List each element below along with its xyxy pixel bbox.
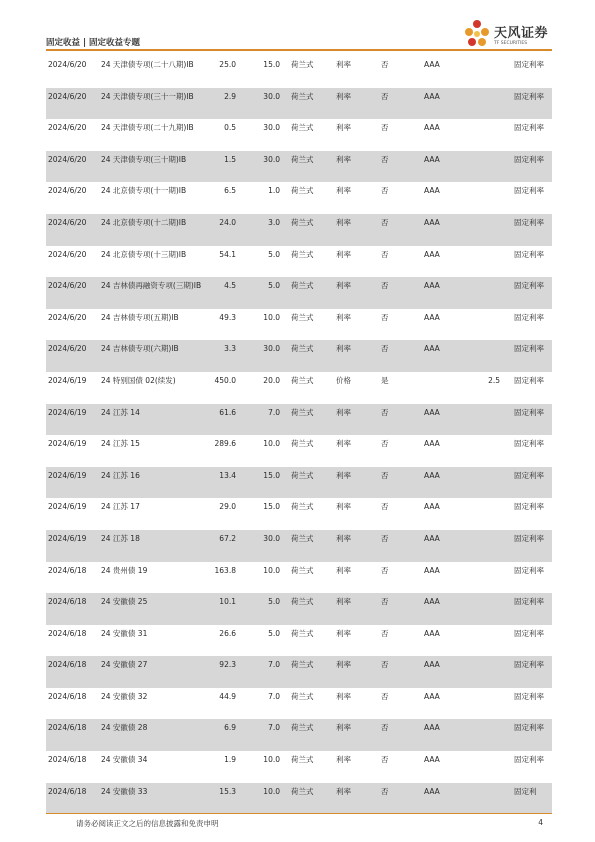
table-row <box>46 625 552 657</box>
date-cell: 2024/6/18 <box>48 691 87 701</box>
bid-type-cell: 价格 <box>336 375 351 385</box>
bond-name-cell: 24 安徽债 28 <box>101 723 148 733</box>
rating-cell: AAA <box>424 312 440 322</box>
rate-type-cell: 固定利率 <box>514 439 544 449</box>
bid-method-cell: 荷兰式 <box>291 628 314 638</box>
bond-name-cell: 24 安徽债 25 <box>101 597 148 607</box>
bid-method-cell: 荷兰式 <box>291 723 314 733</box>
rate-type-cell: 固定利率 <box>514 154 544 164</box>
bid-method-cell: 荷兰式 <box>291 755 314 765</box>
table-row <box>46 498 552 530</box>
date-cell: 2024/6/20 <box>48 217 87 227</box>
term-cell: 30.0 <box>263 344 280 354</box>
footer-divider <box>46 813 552 814</box>
bond-issuance-table <box>46 56 552 814</box>
rating-cell: AAA <box>424 786 440 796</box>
bid-method-cell: 荷兰式 <box>291 691 314 701</box>
date-cell: 2024/6/20 <box>48 344 87 354</box>
date-cell: 2024/6/19 <box>48 375 87 385</box>
date-cell: 2024/6/20 <box>48 123 87 133</box>
bid-type-cell: 利率 <box>336 565 351 575</box>
bid-method-cell: 荷兰式 <box>291 344 314 354</box>
rate-type-cell: 固定利率 <box>514 407 544 417</box>
term-cell: 30.0 <box>263 123 280 133</box>
rate-type-cell: 固定利率 <box>514 597 544 607</box>
term-cell: 7.0 <box>268 723 280 733</box>
date-cell: 2024/6/18 <box>48 755 87 765</box>
rate-type-cell: 固定利率 <box>514 344 544 354</box>
table-row <box>46 719 552 751</box>
bid-method-cell: 荷兰式 <box>291 533 314 543</box>
option-cell: 否 <box>381 91 389 101</box>
bid-type-cell: 利率 <box>336 249 351 259</box>
option-cell: 否 <box>381 439 389 449</box>
bond-name-cell: 24 安徽债 34 <box>101 755 148 765</box>
table-row <box>46 182 552 214</box>
rating-cell: AAA <box>424 60 440 69</box>
amount-cell: 54.1 <box>219 249 236 259</box>
bid-type-cell: 利率 <box>336 312 351 322</box>
term-cell: 7.0 <box>268 691 280 701</box>
amount-cell: 450.0 <box>214 375 236 385</box>
option-cell: 否 <box>381 723 389 733</box>
rate-type-cell: 固定利率 <box>514 123 544 133</box>
term-cell: 10.0 <box>263 755 280 765</box>
date-cell: 2024/6/20 <box>48 91 87 101</box>
bond-name-cell: 24 天津债专项(三十一期)IB <box>101 91 194 101</box>
table-row <box>46 435 552 467</box>
option-cell: 否 <box>381 660 389 670</box>
rate-type-cell: 固定利率 <box>514 533 544 543</box>
amount-cell: 29.0 <box>219 502 236 512</box>
company-logo <box>462 18 552 52</box>
bond-name-cell: 24 江苏 16 <box>101 470 140 480</box>
table-row <box>46 593 552 625</box>
page-number: 4 <box>538 818 543 827</box>
date-cell: 2024/6/18 <box>48 660 87 670</box>
rate-type-cell: 固定利率 <box>514 281 544 291</box>
bid-method-cell: 荷兰式 <box>291 312 314 322</box>
bid-method-cell: 荷兰式 <box>291 281 314 291</box>
date-cell: 2024/6/20 <box>48 60 87 69</box>
amount-cell: 0.5 <box>224 123 236 133</box>
table-row <box>46 119 552 151</box>
rate-type-cell: 固定利率 <box>514 60 544 69</box>
rating-cell: AAA <box>424 91 440 101</box>
table-row <box>46 751 552 783</box>
bid-type-cell: 利率 <box>336 154 351 164</box>
term-cell: 7.0 <box>268 660 280 670</box>
bid-type-cell: 利率 <box>336 786 351 796</box>
option-cell: 否 <box>381 470 389 480</box>
rating-cell: AAA <box>424 628 440 638</box>
bid-method-cell: 荷兰式 <box>291 60 314 69</box>
bond-name-cell: 24 安徽债 31 <box>101 628 148 638</box>
amount-cell: 61.6 <box>219 407 236 417</box>
rate-type-cell: 固定利率 <box>514 312 544 322</box>
bid-method-cell: 荷兰式 <box>291 249 314 259</box>
option-cell: 否 <box>381 249 389 259</box>
table-row <box>46 372 552 404</box>
table-row <box>46 56 552 88</box>
amount-cell: 10.1 <box>219 597 236 607</box>
bond-name-cell: 24 天津债专项(二十八期)IB <box>101 60 194 69</box>
rate-type-cell: 固定利率 <box>514 249 544 259</box>
bid-type-cell: 利率 <box>336 439 351 449</box>
term-cell: 10.0 <box>263 565 280 575</box>
bond-name-cell: 24 北京债专项(十二期)IB <box>101 217 187 227</box>
bond-name-cell: 24 安徽债 33 <box>101 786 148 796</box>
date-cell: 2024/6/19 <box>48 439 87 449</box>
table-row <box>46 783 552 815</box>
bid-method-cell: 荷兰式 <box>291 786 314 796</box>
bid-type-cell: 利率 <box>336 723 351 733</box>
amount-cell: 26.6 <box>219 628 236 638</box>
date-cell: 2024/6/18 <box>48 723 87 733</box>
bid-type-cell: 利率 <box>336 533 351 543</box>
bid-method-cell: 荷兰式 <box>291 597 314 607</box>
header-title: 固定收益 | 固定收益专题 <box>46 38 141 48</box>
term-cell: 7.0 <box>268 407 280 417</box>
amount-cell: 163.8 <box>214 565 236 575</box>
table-row <box>46 246 552 278</box>
table-row <box>46 467 552 499</box>
bond-name-cell: 24 吉林债专项(六期)IB <box>101 344 179 354</box>
option-cell: 否 <box>381 60 389 69</box>
rate-cell: 2.5 <box>488 375 500 385</box>
amount-cell: 6.5 <box>224 186 236 196</box>
term-cell: 15.0 <box>263 470 280 480</box>
rate-type-cell: 固定利率 <box>514 186 544 196</box>
option-cell: 否 <box>381 123 389 133</box>
bid-type-cell: 利率 <box>336 470 351 480</box>
bond-name-cell: 24 天津债专项(三十期)IB <box>101 154 187 164</box>
flower-logo-icon <box>462 18 492 52</box>
rate-type-cell: 固定利率 <box>514 628 544 638</box>
bid-type-cell: 利率 <box>336 281 351 291</box>
amount-cell: 3.3 <box>224 344 236 354</box>
rate-type-cell: 固定利率 <box>514 723 544 733</box>
amount-cell: 24.0 <box>219 217 236 227</box>
rate-type-cell: 固定利率 <box>514 691 544 701</box>
bid-method-cell: 荷兰式 <box>291 470 314 480</box>
rating-cell: AAA <box>424 217 440 227</box>
rating-cell: AAA <box>424 533 440 543</box>
table-row <box>46 404 552 436</box>
rating-cell: AAA <box>424 439 440 449</box>
rate-type-cell: 固定利 <box>514 786 537 796</box>
table-row <box>46 214 552 246</box>
term-cell: 1.0 <box>268 186 280 196</box>
table-row <box>46 88 552 120</box>
rating-cell: AAA <box>424 565 440 575</box>
bid-method-cell: 荷兰式 <box>291 186 314 196</box>
option-cell: 否 <box>381 755 389 765</box>
table-row <box>46 309 552 341</box>
bond-name-cell: 24 北京债专项(十三期)IB <box>101 249 187 259</box>
bid-type-cell: 利率 <box>336 60 351 69</box>
amount-cell: 44.9 <box>219 691 236 701</box>
option-cell: 否 <box>381 154 389 164</box>
term-cell: 10.0 <box>263 439 280 449</box>
rating-cell: AAA <box>424 502 440 512</box>
option-cell: 否 <box>381 502 389 512</box>
term-cell: 20.0 <box>263 375 280 385</box>
header-divider <box>46 49 552 51</box>
rating-cell: AAA <box>424 249 440 259</box>
bond-name-cell: 24 江苏 14 <box>101 407 140 417</box>
bid-method-cell: 荷兰式 <box>291 217 314 227</box>
bid-type-cell: 利率 <box>336 123 351 133</box>
rating-cell: AAA <box>424 660 440 670</box>
term-cell: 30.0 <box>263 91 280 101</box>
date-cell: 2024/6/19 <box>48 407 87 417</box>
table-row <box>46 277 552 309</box>
date-cell: 2024/6/18 <box>48 786 87 796</box>
rate-type-cell: 固定利率 <box>514 660 544 670</box>
rating-cell: AAA <box>424 154 440 164</box>
bid-method-cell: 荷兰式 <box>291 565 314 575</box>
bid-type-cell: 利率 <box>336 660 351 670</box>
option-cell: 否 <box>381 344 389 354</box>
option-cell: 否 <box>381 312 389 322</box>
amount-cell: 1.5 <box>224 154 236 164</box>
bid-type-cell: 利率 <box>336 91 351 101</box>
bid-method-cell: 荷兰式 <box>291 375 314 385</box>
bid-method-cell: 荷兰式 <box>291 439 314 449</box>
bond-name-cell: 24 安徽债 32 <box>101 691 148 701</box>
rating-cell: AAA <box>424 755 440 765</box>
date-cell: 2024/6/20 <box>48 186 87 196</box>
amount-cell: 289.6 <box>214 439 236 449</box>
rate-type-cell: 固定利率 <box>514 470 544 480</box>
option-cell: 否 <box>381 281 389 291</box>
bond-name-cell: 24 北京债专项(十一期)IB <box>101 186 187 196</box>
term-cell: 3.0 <box>268 217 280 227</box>
bid-type-cell: 利率 <box>336 407 351 417</box>
bid-method-cell: 荷兰式 <box>291 407 314 417</box>
disclaimer-text: 请务必阅读正文之后的信息披露和免责申明 <box>76 819 219 828</box>
option-cell: 否 <box>381 533 389 543</box>
bond-name-cell: 24 天津债专项(二十九期)IB <box>101 123 194 133</box>
option-cell: 否 <box>381 186 389 196</box>
bond-name-cell: 24 吉林债专项(五期)IB <box>101 312 179 322</box>
date-cell: 2024/6/19 <box>48 533 87 543</box>
bid-method-cell: 荷兰式 <box>291 502 314 512</box>
table-row <box>46 688 552 720</box>
bond-name-cell: 24 安徽债 27 <box>101 660 148 670</box>
rating-cell: AAA <box>424 407 440 417</box>
option-cell: 否 <box>381 407 389 417</box>
date-cell: 2024/6/18 <box>48 628 87 638</box>
option-cell: 否 <box>381 691 389 701</box>
amount-cell: 67.2 <box>219 533 236 543</box>
term-cell: 30.0 <box>263 154 280 164</box>
bond-name-cell: 24 江苏 15 <box>101 439 140 449</box>
rate-type-cell: 固定利率 <box>514 502 544 512</box>
bond-name-cell: 24 吉林债再融资专项(三期)IB <box>101 281 202 291</box>
bid-method-cell: 荷兰式 <box>291 123 314 133</box>
bid-type-cell: 利率 <box>336 628 351 638</box>
rating-cell: AAA <box>424 597 440 607</box>
rating-cell: AAA <box>424 186 440 196</box>
option-cell: 是 <box>381 375 389 385</box>
amount-cell: 49.3 <box>219 312 236 322</box>
bid-type-cell: 利率 <box>336 691 351 701</box>
amount-cell: 92.3 <box>219 660 236 670</box>
bid-method-cell: 荷兰式 <box>291 91 314 101</box>
rating-cell: AAA <box>424 344 440 354</box>
option-cell: 否 <box>381 786 389 796</box>
amount-cell: 15.3 <box>219 786 236 796</box>
rating-cell: AAA <box>424 723 440 733</box>
bid-method-cell: 荷兰式 <box>291 154 314 164</box>
bid-type-cell: 利率 <box>336 186 351 196</box>
rate-type-cell: 固定利率 <box>514 375 544 385</box>
rating-cell: AAA <box>424 470 440 480</box>
rate-type-cell: 固定利率 <box>514 91 544 101</box>
date-cell: 2024/6/20 <box>48 249 87 259</box>
rate-type-cell: 固定利率 <box>514 565 544 575</box>
date-cell: 2024/6/20 <box>48 312 87 322</box>
term-cell: 5.0 <box>268 281 280 291</box>
bond-name-cell: 24 江苏 18 <box>101 533 140 543</box>
bid-type-cell: 利率 <box>336 755 351 765</box>
rating-cell: AAA <box>424 691 440 701</box>
table-row <box>46 656 552 688</box>
date-cell: 2024/6/20 <box>48 154 87 164</box>
amount-cell: 6.9 <box>224 723 236 733</box>
date-cell: 2024/6/18 <box>48 597 87 607</box>
term-cell: 5.0 <box>268 628 280 638</box>
table-row <box>46 151 552 183</box>
option-cell: 否 <box>381 217 389 227</box>
bid-type-cell: 利率 <box>336 597 351 607</box>
logo-text: 天风证券 <box>494 26 549 41</box>
rate-type-cell: 固定利率 <box>514 217 544 227</box>
option-cell: 否 <box>381 565 389 575</box>
date-cell: 2024/6/20 <box>48 281 87 291</box>
amount-cell: 2.9 <box>224 91 236 101</box>
bid-method-cell: 荷兰式 <box>291 660 314 670</box>
option-cell: 否 <box>381 628 389 638</box>
bond-name-cell: 24 特别国债 02(续发) <box>101 375 176 385</box>
bond-name-cell: 24 江苏 17 <box>101 502 140 512</box>
bond-name-cell: 24 贵州债 19 <box>101 565 148 575</box>
date-cell: 2024/6/18 <box>48 565 87 575</box>
rating-cell: AAA <box>424 123 440 133</box>
term-cell: 10.0 <box>263 312 280 322</box>
bid-type-cell: 利率 <box>336 217 351 227</box>
term-cell: 10.0 <box>263 786 280 796</box>
amount-cell: 1.9 <box>224 755 236 765</box>
rating-cell: AAA <box>424 281 440 291</box>
term-cell: 5.0 <box>268 249 280 259</box>
table-row <box>46 530 552 562</box>
amount-cell: 4.5 <box>224 281 236 291</box>
term-cell: 5.0 <box>268 597 280 607</box>
term-cell: 30.0 <box>263 533 280 543</box>
term-cell: 15.0 <box>263 502 280 512</box>
amount-cell: 13.4 <box>219 470 236 480</box>
table-row <box>46 562 552 594</box>
bid-type-cell: 利率 <box>336 344 351 354</box>
date-cell: 2024/6/19 <box>48 470 87 480</box>
table-row <box>46 340 552 372</box>
amount-cell: 25.0 <box>219 60 236 69</box>
bid-type-cell: 利率 <box>336 502 351 512</box>
logo-subtext: TF SECURITIES <box>494 41 528 46</box>
date-cell: 2024/6/19 <box>48 502 87 512</box>
term-cell: 15.0 <box>263 60 280 69</box>
rate-type-cell: 固定利率 <box>514 755 544 765</box>
option-cell: 否 <box>381 597 389 607</box>
